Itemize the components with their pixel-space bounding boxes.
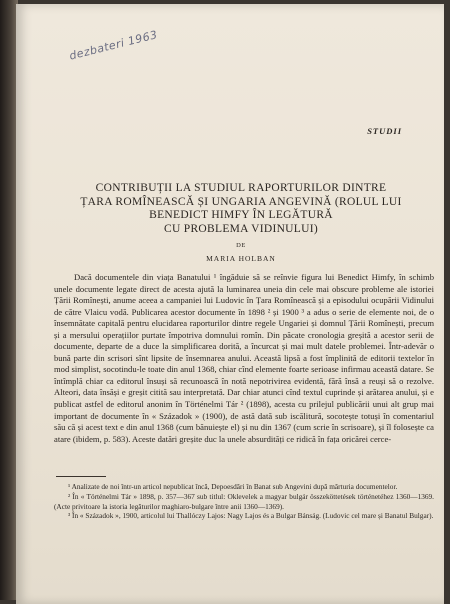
book-page [16, 4, 444, 604]
body-paragraph: Dacă documentele din viața Banatului ¹ îngăduie să se reînvie figura lui Benedict Himfy, în schimb unele documente legate direct de acesta ajută la luminarea uneia din cele mai obscure probleme ale istoriei Țării Romînești, anume aceea a campaniei lui Ludovic în Țara Romînească și a episodului ocupării Vidinului de către Vlaicu vodă. Publicarea acestor documente în 1898 ² și 1900 ³ a adus o serie de elemente noi, de o însemnătate capitală pentru elucidarea raporturilor dintre regele Ungariei și domnul Țării Romînești, precum și a mersului operațiilor purtate împotriva domnului romîn. Din păcate cronologia greșită a acestor serii de documente, departe de a duce la simplificarea dorită, a încurcat și mai mult datele problemei. Într-adevăr o bună parte din scrisori sînt lipsite de însemnarea anului. Această lipsă a fost împlinită de editorii textelor în mod simplist, socotindu-le toate din anul 1368, chiar cînd elemente foarte serioase infirmau această datare. Se întîmplă chiar ca editorul însuși să recunoască în notă nepotrivirea evidentă, fără însă a reuși să o rezolve. Alteori, data însăși e greșit citită sau interpretată. Dar chiar atunci cînd textul cuprinde și arătarea anului, și e publicat astfel de editorul anonim în Történelmi Tár ² (1898), acesta cu prilejul publicării unui alt grup mai important de documente în « Századok » (1900), de astă dată sub iscălitură, socotește totuși în comentariul său că și acest text e din anul 1368 (cum bănuiește el) și nu din 1367 (cum scrie în scrisoare), și îl folosește ca atare (ibidem, p. 583). Aceste datări greșite duc la unele absurdități ce ridică în fața oricărei cerce- [54, 272, 434, 444]
footnotes [54, 482, 434, 521]
footnote: ¹ Analizate de noi într-un articol nepublicat încă, Depoesdări în Banat sub Angevini după mărturia documentelor. [68, 482, 398, 491]
footnote: ³ În « Századok », 1900, articolul lui Thallóczy Lajos: Nagy Lajos és a Bulgar Bánság. (Ludovic cel mare și Banatul Bulgar). [68, 511, 434, 521]
title-line: CU PROBLEMA VIDINULUI) [164, 222, 318, 235]
footnote: ² În « Történelmi Tár » 1898, p. 357—367 sub titlul: Oklevelek a magyar bulgár összeköttetések történetéhez 1360—1369. (Acte privitoare la istoria legăturilor maghiaro-bulgare între anii 1360—1369). [54, 491, 434, 511]
title-line: CONTRIBUȚII LA STUDIUL RAPORTURILOR DINTRE [95, 182, 387, 194]
article-title [56, 182, 426, 236]
footnote-divider [56, 476, 106, 477]
byline: DE [236, 242, 246, 249]
handwritten-note: dezbateri 1963 [68, 28, 159, 63]
section-label: STUDII [367, 126, 402, 136]
author-name: MARIA HOLBAN [206, 254, 276, 263]
body-text [54, 272, 434, 445]
title-line: BENEDICT HIMFY ÎN LEGĂTURĂ [149, 209, 333, 221]
title-line: ȚARA ROMÎNEASCĂ ȘI UNGARIA ANGEVINĂ (ROLUL LUI [80, 195, 402, 208]
